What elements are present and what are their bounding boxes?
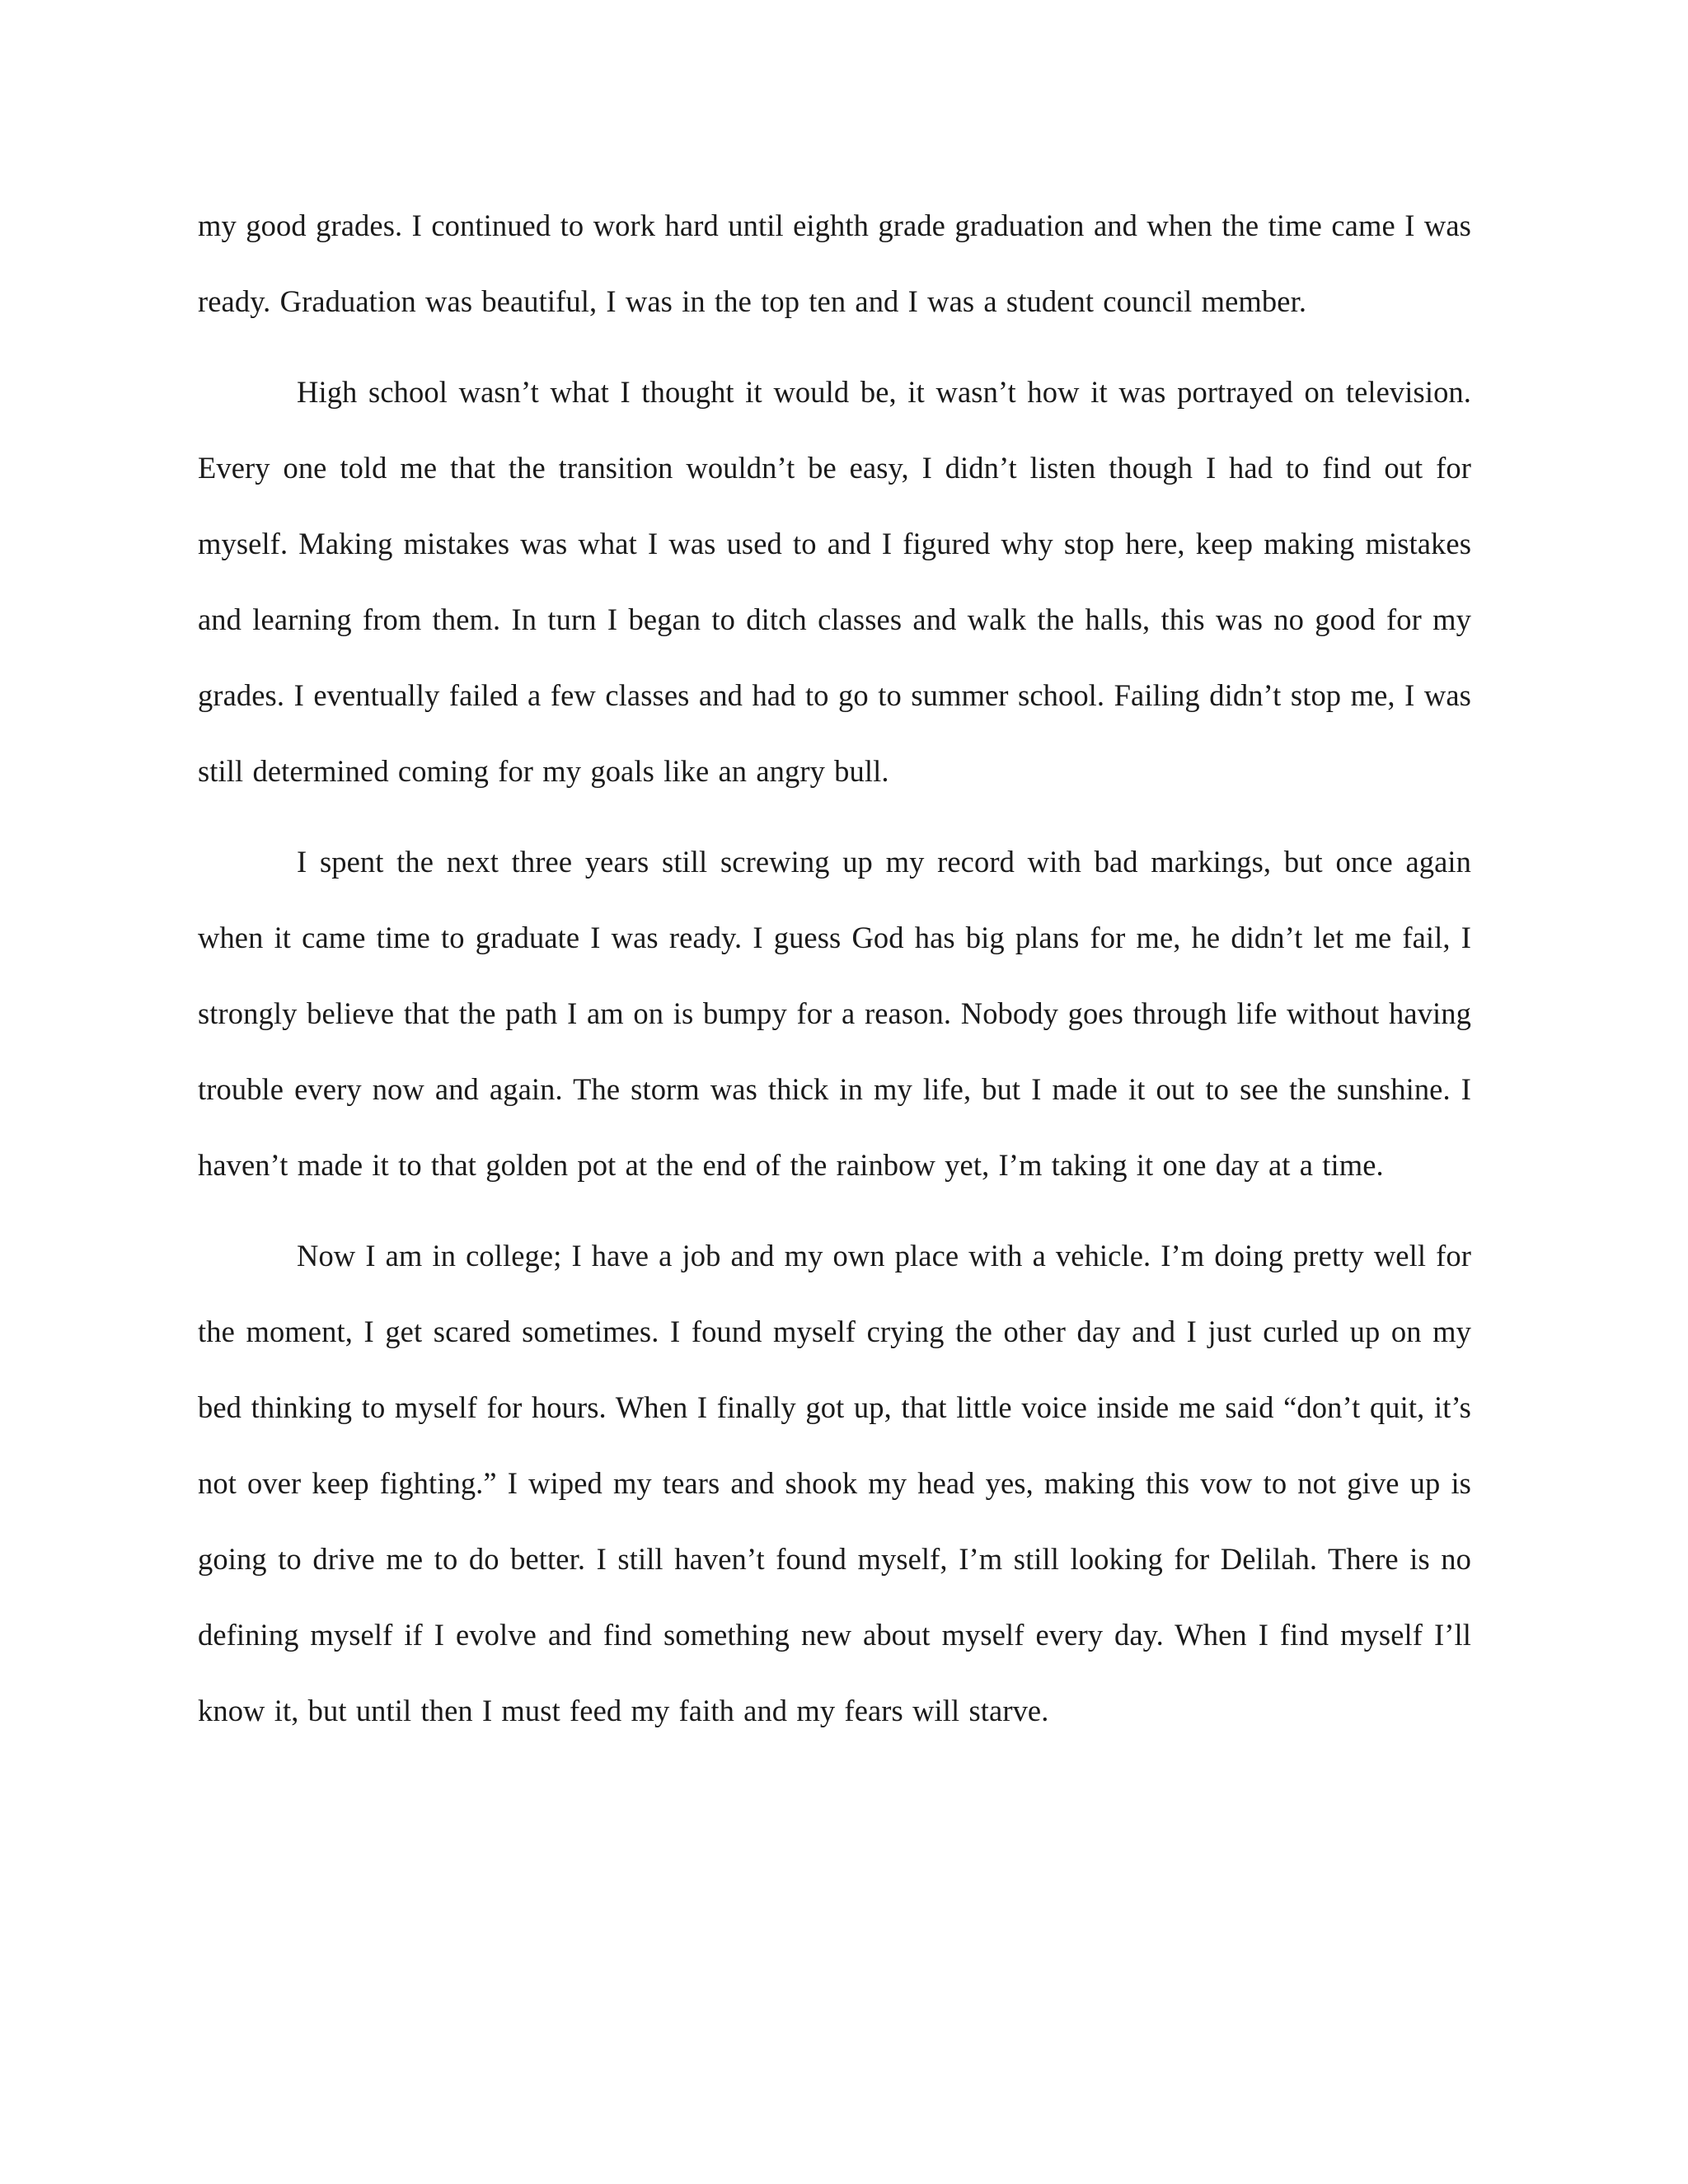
essay-body xyxy=(198,188,1471,1764)
paragraph-next-three-years: I spent the next three years still screwing up my record with bad markings, but once again when it came time to graduate I was ready. I guess God has big plans for me, he didn’t let me fail, I strongly believe that the path I am on is bumpy for a reason. Nobody goes through life without having trouble every now and again. The storm was thick in my life, but I made it out to see the sunshine. I haven’t made it to that golden pot at the end of the rainbow yet, I’m taking it one day at a time. xyxy=(198,845,1471,1182)
paragraph-college: Now I am in college; I have a job and my own place with a vehicle. I’m doing pretty well for the moment, I get scared sometimes. I found myself crying the other day and I just curled up on my bed thinking to myself for hours. When I finally got up, that little voice inside me said “don’t quit, it’s not over keep fighting.” I wiped my tears and shook my head yes, making this vow to not give up is going to drive me to do better. I still haven’t found myself, I’m still looking for Delilah. There is no defining myself if I evolve and find something new about myself every day. When I find myself I’ll know it, but until then I must feed my faith and my fears will starve. xyxy=(198,1239,1471,1727)
paragraph-high-school: High school wasn’t what I thought it would be, it wasn’t how it was portrayed on television. Every one told me that the transition wouldn’t be easy, I didn’t listen though I had to find out for myself. Making mistakes was what I was used to and I figured why stop here, keep making mistakes and learning from them. In turn I began to ditch classes and walk the halls, this was no good for my grades. I eventually failed a few classes and had to go to summer school. Failing didn’t stop me, I was still determined coming for my goals like an angry bull. xyxy=(198,375,1471,788)
paragraph-continuation: my good grades. I continued to work hard until eighth grade graduation and when the time came I was ready. Graduation was beautiful, I was in the top ten and I was a student council member. xyxy=(198,209,1471,318)
